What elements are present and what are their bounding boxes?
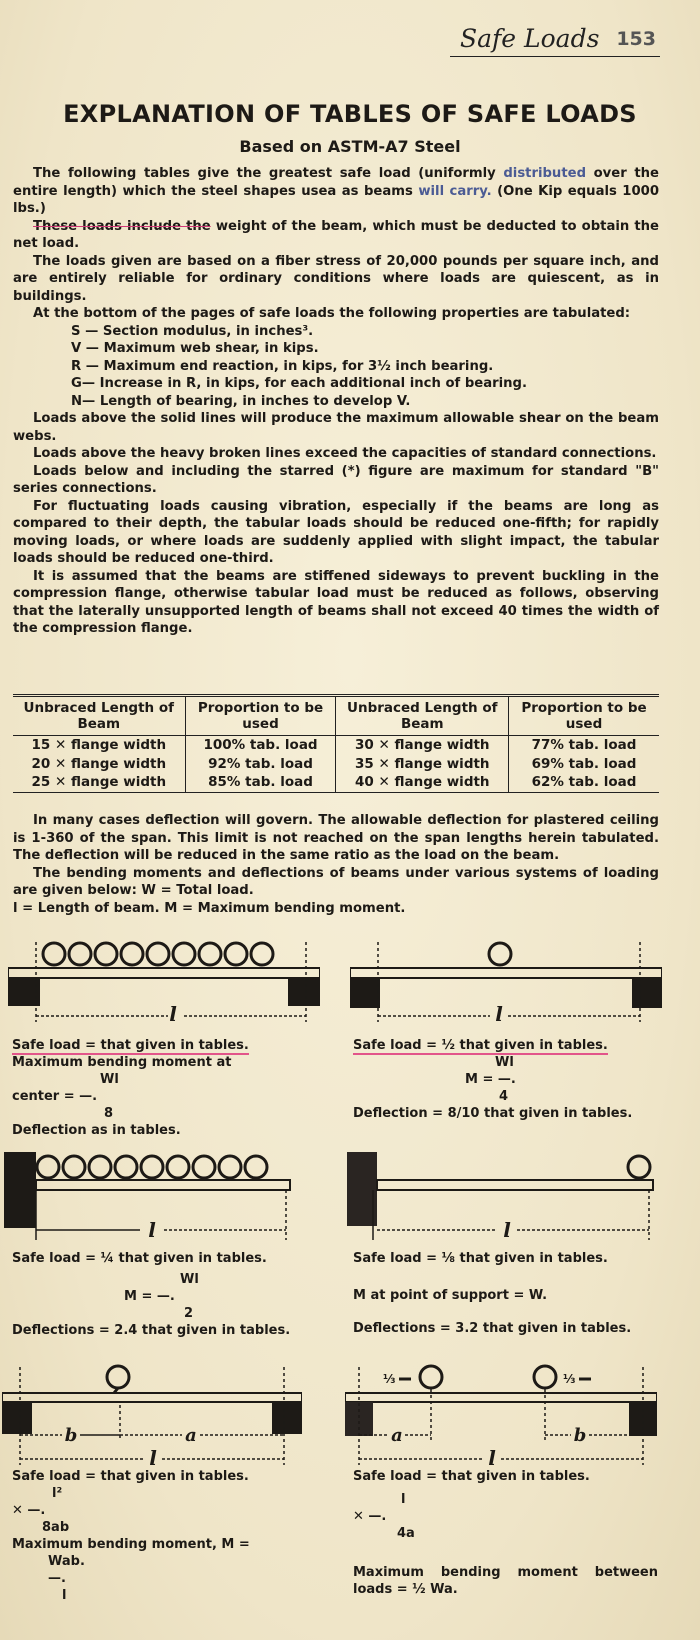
para-3: The loads given are based on a fiber stress of 20,000 pounds per square inch, and are entirely reliable for ordinary conditions where loads are quiescent, as in buildings. xyxy=(13,253,659,304)
case-1-moment: Maximum bending moment at xyxy=(12,1055,232,1070)
table-cell: 15 ✕ flange width xyxy=(13,736,185,755)
case-6-caption xyxy=(353,1468,658,1598)
case-5-num: l² xyxy=(52,1486,63,1501)
text: distributed xyxy=(503,166,587,181)
case-4-deflection: Deflections = 3.2 that given in tables. xyxy=(353,1321,632,1336)
para-2 xyxy=(13,218,659,253)
page-subtitle: Based on ASTM-A7 Steel xyxy=(239,137,461,156)
case-6-multiplier: ✕ —. xyxy=(353,1509,387,1524)
beam-diagram-uniform-load xyxy=(8,940,320,1040)
case-1-deflection: Deflection as in tables. xyxy=(12,1123,181,1138)
table-cell: 62% tab. load xyxy=(509,773,659,792)
def-s: S — Section modulus, in inches³. xyxy=(71,323,314,339)
col-header: Unbraced Length of Beam xyxy=(23,700,175,732)
text: over the entire length) which the steel shapes usea as beams xyxy=(13,166,659,199)
text: Safe load = ½ that given in tables. xyxy=(353,1038,608,1053)
case-4-safe: Safe load = ⅛ that given in tables. xyxy=(353,1251,608,1266)
table-cell: 69% tab. load xyxy=(509,755,659,774)
case-5-moment: Maximum bending moment, M = xyxy=(12,1537,250,1552)
text: weight of the beam, which must be deducted to obtain the net load. xyxy=(13,218,659,251)
case-2-deflection: Deflection = 8/10 that given in tables. xyxy=(353,1106,633,1121)
table-row xyxy=(13,773,659,792)
span-label: l xyxy=(169,1002,177,1026)
case-2-num: Wl xyxy=(495,1055,514,1070)
case-5-moment-num: Wab. xyxy=(48,1554,85,1569)
table-cell: 35 ✕ flange width xyxy=(336,755,509,774)
span-label: l xyxy=(503,1218,511,1242)
case-1-den: 8 xyxy=(104,1106,114,1121)
col-header: Unbraced Length of Beam xyxy=(336,696,509,736)
table-header-row xyxy=(13,696,659,736)
para-6: Loads above the heavy broken lines exceed the capacities of standard connections. xyxy=(33,446,657,461)
case-4-caption xyxy=(353,1250,658,1337)
def-v: V — Maximum web shear, in kips. xyxy=(71,341,319,356)
para-4: At the bottom of the pages of safe loads the following properties are tabulated: xyxy=(33,306,631,321)
span-label: l xyxy=(148,1218,156,1242)
table-cell: 40 ✕ flange width xyxy=(336,773,509,792)
table-cell: 85% tab. load xyxy=(185,773,336,792)
span-label: l xyxy=(149,1446,157,1470)
table-cell: 20 ✕ flange width xyxy=(31,755,167,772)
col-header: Proportion to be used xyxy=(185,696,336,736)
running-header xyxy=(450,22,660,57)
para-deflection: In many cases deflection will govern. The allowable deflection for plastered ceiling is 1-360 of the span. This limit is not reached on the span lengths herein tabulated. The deflection will be reduced in the same ratio as the load on the beam. xyxy=(13,813,659,863)
para-symbols: l = Length of beam. M = Maximum bending moment. xyxy=(13,900,406,916)
segment-b-label: b xyxy=(64,1425,78,1446)
case-5-caption xyxy=(12,1468,312,1604)
case-5-multiplier: ✕ —. xyxy=(12,1503,46,1518)
case-5-moment-line: —. xyxy=(48,1571,66,1586)
table-cell: 25 ✕ flange width xyxy=(31,774,167,790)
beam-diagram-eccentric-load xyxy=(2,1363,302,1473)
table-cell: 77% tab. load xyxy=(509,736,659,755)
para-7: Loads below and including the starred (*) figure are maximum for standard "B" series connections. xyxy=(13,463,659,496)
case-5-den: 8ab xyxy=(42,1520,70,1535)
reduction-table xyxy=(13,694,659,793)
para-9: It is assumed that the beams are stiffened sideways to prevent buckling in the compression flange, otherwise tabular load must be reduced as follows, observing that the laterally unsupported length of beams shall not exceed 40 times the width of the compression flange. xyxy=(13,568,659,636)
table-cell: 100% tab. load xyxy=(185,736,336,755)
page-title: EXPLANATION OF TABLES OF SAFE LOADS xyxy=(63,100,637,128)
case-3-caption xyxy=(12,1250,324,1339)
def-g: G— Increase in R, in kips, for each additional inch of bearing. xyxy=(71,376,527,391)
case-4-moment: M at point of support = W. xyxy=(353,1288,548,1303)
text: Safe load = that given in tables. xyxy=(12,1038,249,1053)
table-row xyxy=(13,736,659,755)
para-5: Loads above the solid lines will produce the maximum allowable shear on the beam webs. xyxy=(13,411,659,444)
beam-diagram-two-loads xyxy=(345,1363,657,1473)
case-3-deflection: Deflections = 2.4 that given in tables. xyxy=(12,1323,291,1338)
text: (One Kip equals 1000 lbs.) xyxy=(13,183,660,216)
def-r: R — Maximum end reaction, in kips, for 3½ inch bearing. xyxy=(71,358,494,374)
cantilever-diagram-uniform-load xyxy=(4,1152,294,1248)
intro-text xyxy=(13,165,659,638)
case-1-moment2: center = —. xyxy=(12,1089,98,1104)
table-cell: 30 ✕ flange width xyxy=(336,736,509,755)
table-row xyxy=(13,755,659,774)
span-label: l xyxy=(495,1002,503,1026)
text: The following tables give the greatest safe load (uniformly xyxy=(33,166,504,181)
case-6-moment: Maximum bending moment between loads = ½ Wa. xyxy=(353,1565,658,1597)
page-number: 153 xyxy=(616,28,656,50)
case-6-den: 4a xyxy=(397,1526,415,1541)
case-6-num: l xyxy=(401,1492,406,1507)
case-5-safe: Safe load = that given in tables. xyxy=(12,1469,249,1484)
case-2-moment: M = —. xyxy=(465,1072,516,1087)
third-label: ⅓ xyxy=(383,1372,396,1386)
para-moments: The bending moments and deflections of beams under various systems of loading are given below: W = Total load. xyxy=(13,865,659,898)
deflection-text xyxy=(13,812,659,917)
segment-b-label: b xyxy=(573,1425,587,1446)
col-header: Proportion to be used xyxy=(509,696,659,736)
case-3-num: Wl xyxy=(180,1272,199,1287)
def-n: N— Length of bearing, in inches to develop V. xyxy=(71,393,411,409)
table-cell: 92% tab. load xyxy=(185,755,336,774)
struck-text: These loads include the xyxy=(33,218,211,234)
case-1-safe xyxy=(12,1037,322,1054)
case-2-safe xyxy=(353,1037,658,1054)
case-3-den: 2 xyxy=(184,1306,194,1321)
case-1-num: Wl xyxy=(100,1072,119,1087)
case-6-safe: Safe load = that given in tables. xyxy=(353,1469,590,1484)
third-label: ⅓ xyxy=(563,1372,576,1386)
case-2-caption xyxy=(353,1037,658,1122)
header-title: Safe Loads xyxy=(460,24,600,53)
case-1-caption xyxy=(12,1037,322,1139)
text: will carry. xyxy=(418,183,492,199)
segment-a-label: a xyxy=(391,1425,403,1446)
para-1 xyxy=(13,165,659,218)
case-3-safe: Safe load = ¼ that given in tables. xyxy=(12,1251,267,1266)
case-5-moment-den: l xyxy=(62,1588,67,1603)
span-label: l xyxy=(488,1446,496,1470)
cantilever-diagram-end-load xyxy=(347,1152,657,1248)
para-8: For fluctuating loads causing vibration, especially if the beams are long as compared to their depth, the tabular loads should be reduced one-fifth; for rapidly moving loads, or where loads are suddenly applied with slight impact, the tabular loads should be reduced one-third. xyxy=(13,498,659,566)
beam-diagram-center-load xyxy=(350,940,662,1040)
case-3-moment: M = —. xyxy=(124,1289,175,1304)
segment-a-label: a xyxy=(185,1425,197,1446)
case-2-den: 4 xyxy=(499,1089,509,1104)
